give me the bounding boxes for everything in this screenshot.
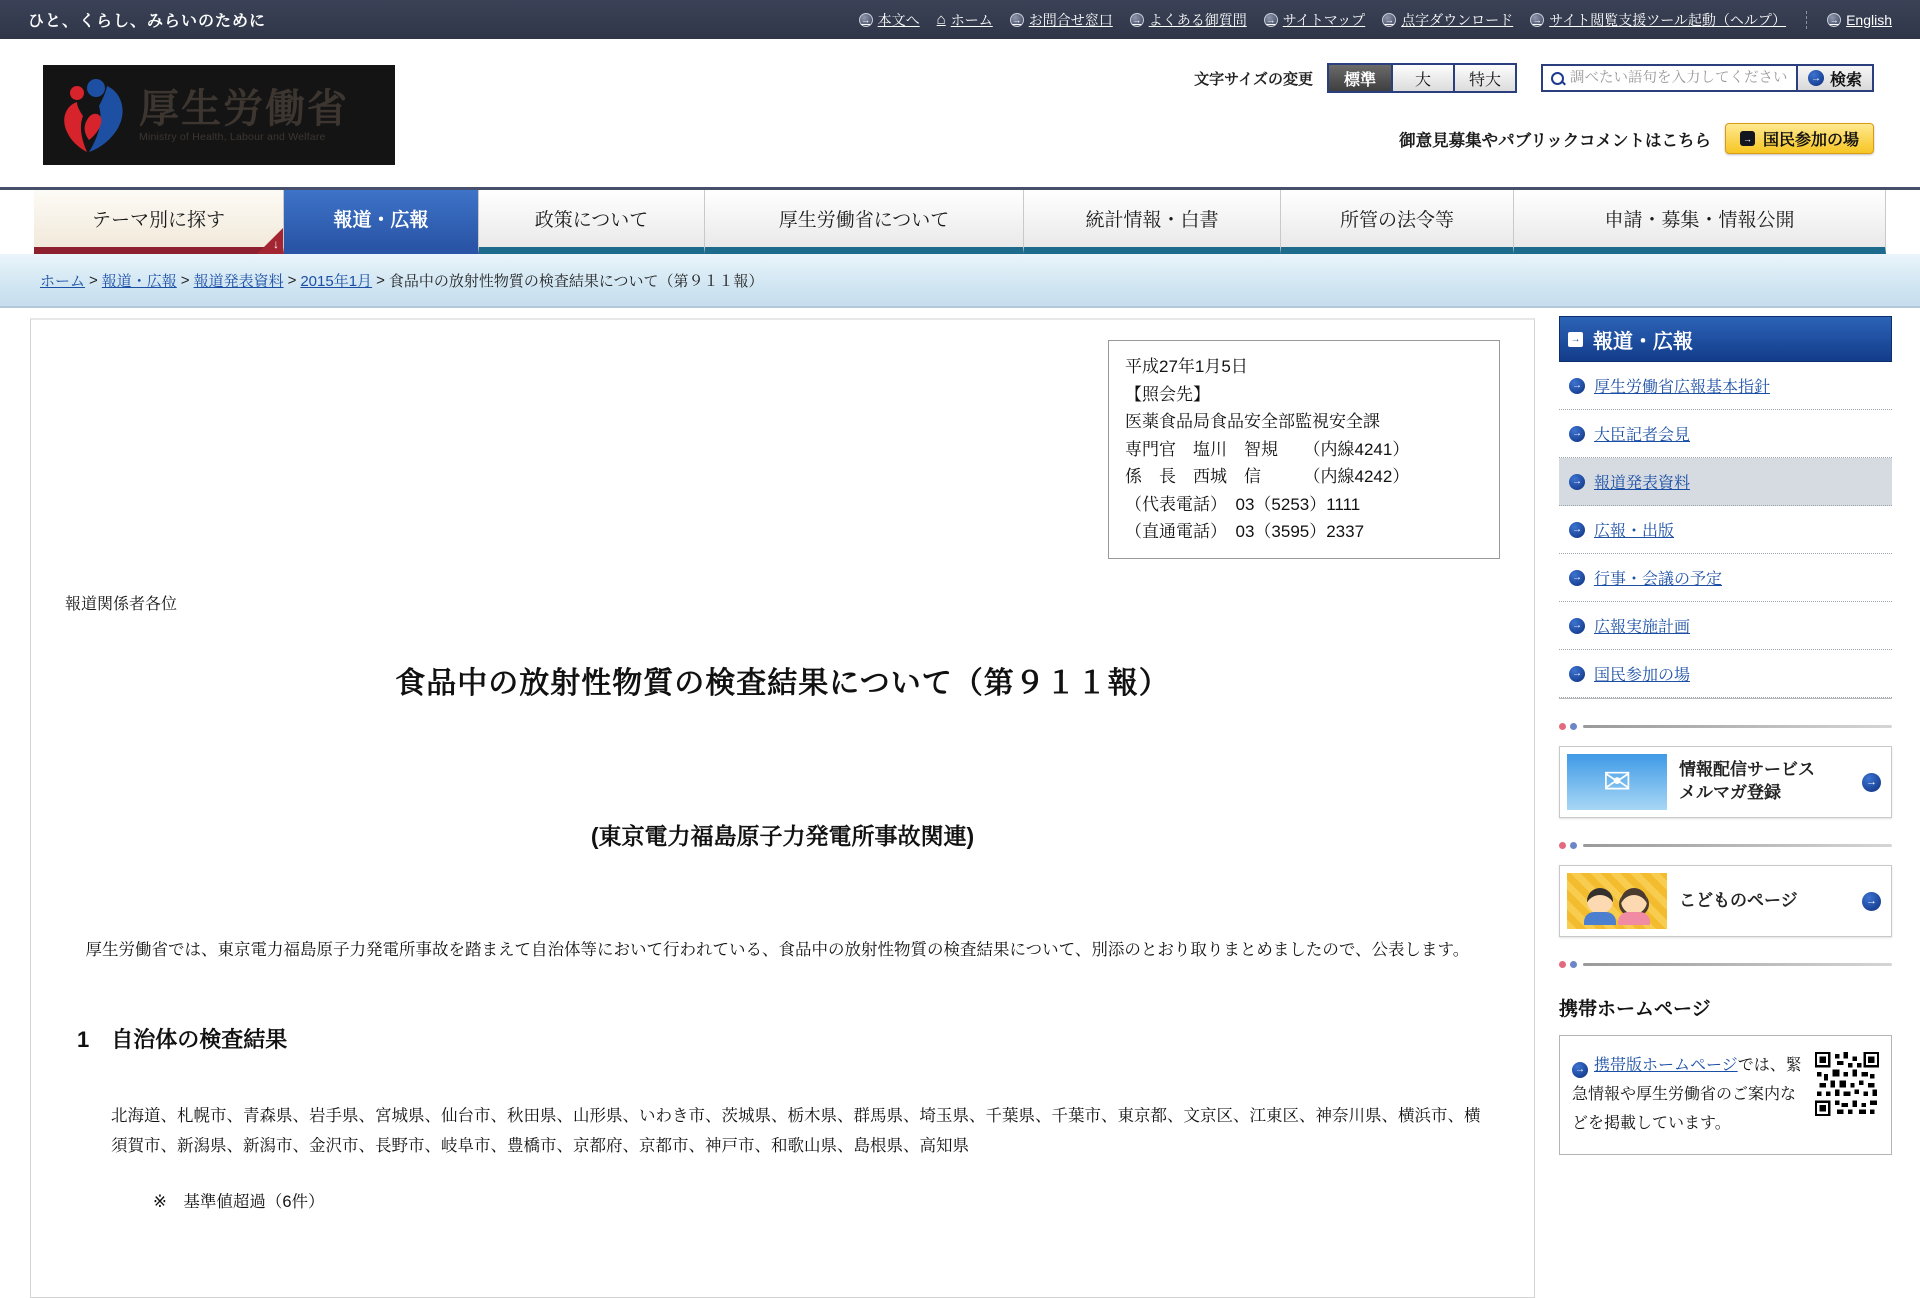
top-link-accessibility-tool[interactable]: → サイト閲覧支援ツール起動（ヘルプ） — [1530, 10, 1786, 30]
global-nav — [0, 187, 1920, 254]
arrow-circle-icon: → — [1808, 70, 1824, 86]
arrow-circle-icon: → — [1862, 892, 1881, 911]
arrow-circle-icon: → — [1572, 1062, 1588, 1078]
tab-about-mhlw[interactable]: 厚生労働省について — [705, 190, 1024, 254]
arrow-circle-icon: → — [1827, 13, 1841, 27]
top-utility-bar — [0, 0, 1920, 39]
sidebar-header: → 報道・広報 — [1559, 316, 1892, 362]
contact-phone-direct: （直通電話） 03（3595）2337 — [1125, 522, 1365, 542]
divider — [1559, 842, 1892, 849]
section1-note: ※ 基準値超過（6件） — [153, 1192, 325, 1211]
sidebar-item-public-participation[interactable]: → 国民参加の場 — [1559, 650, 1892, 698]
logo-subtitle: Ministry of Health, Labour and Welfare — [139, 131, 326, 143]
breadcrumb: ホーム > 報道・広報 > 報道発表資料 > 2015年1月 > 食品中の放射性物質の検査結果について（第９１１報） — [0, 254, 1920, 308]
font-size-label: 文字サイズの変更 — [1194, 70, 1313, 88]
release-date: 平成27年1月5日 — [1125, 357, 1248, 376]
page-subtitle: (東京電力福島原子力発電所事故関連) — [590, 822, 975, 849]
section1-body: 北海道、札幌市、青森県、岩手県、宮城県、仙台市、秋田県、山形県、いわき市、茨城県、栃木県、群馬県、埼玉県、千葉県、千葉市、東京都、文京区、江東区、神奈川県、横浜市、横須賀市、新潟県、新潟市、金沢市、長野市、岐阜市、豊橋市、京都府、京都市、神戸市、和歌山県、島根県、高知県 — [111, 1107, 1481, 1156]
mail-magazine-banner[interactable] — [1559, 746, 1892, 818]
logo-title: 厚生労働省 — [139, 87, 349, 131]
sidebar-item-publications[interactable]: → 広報・出版 — [1559, 506, 1892, 554]
arrow-circle-icon: → — [1130, 13, 1144, 27]
sidebar-item-pr-policy[interactable]: → 厚生労働省広報基本指針 — [1559, 362, 1892, 410]
mhlw-logo[interactable] — [43, 65, 395, 165]
contact-heading: 【照会先】 — [1125, 384, 1210, 404]
search-field-wrap — [1543, 66, 1796, 90]
mobile-homepage-box — [1559, 1035, 1892, 1155]
mobile-homepage-text: → 携帯版ホームページでは、緊急情報や厚生労働省のご案内などを掲載しています。 — [1572, 1057, 1802, 1132]
chevron-down-icon: ↓ — [273, 237, 279, 251]
arrow-circle-icon: → — [1569, 474, 1585, 490]
top-link-home[interactable]: ⌂ ホーム — [936, 11, 993, 28]
arrow-circle-icon: → — [1569, 378, 1585, 394]
contact-person-1: 専門官 塩川 智規 （内線4241） — [1125, 439, 1410, 459]
top-link-contact[interactable]: → お問合せ窓口 — [1010, 10, 1113, 30]
breadcrumb-home[interactable]: ホーム — [40, 272, 86, 290]
header-tools — [1194, 63, 1874, 154]
breadcrumb-2015-01[interactable]: 2015年1月 — [300, 272, 373, 290]
font-size-large-button[interactable]: 大 — [1391, 65, 1453, 91]
search-icon — [1551, 72, 1564, 85]
tab-applications[interactable]: 申請・募集・情報公開 — [1514, 190, 1886, 254]
arrow-circle-icon: → — [1569, 426, 1585, 442]
arrow-circle-icon: → — [1569, 666, 1585, 682]
mhlw-logo-mark-icon — [57, 76, 129, 154]
arrow-square-icon: → — [1740, 131, 1755, 146]
search-button[interactable]: → 検索 — [1796, 66, 1872, 90]
section1-heading: 1 自治体の検査結果 — [77, 1027, 288, 1053]
arrow-circle-icon: → — [859, 13, 873, 27]
mobile-homepage-link[interactable]: 携帯版ホームページ — [1594, 1057, 1738, 1074]
arrow-circle-icon: → — [1382, 13, 1396, 27]
contact-department: 医薬食品局食品安全部監視安全課 — [1125, 412, 1380, 432]
divider — [1559, 723, 1892, 730]
tab-statistics[interactable]: 統計情報・白書 — [1024, 190, 1281, 254]
sidebar-item-events-schedule[interactable]: → 行事・会議の予定 — [1559, 554, 1892, 602]
lead-paragraph: 厚生労働省では、東京電力福島原子力発電所事故を踏まえて自治体等において行われている、食品中の放射性物質の検査結果について、別添のとおり取りまとめましたので、公表します。 — [85, 940, 1470, 959]
arrow-chip-icon: → — [1568, 332, 1583, 347]
children-icon — [1567, 873, 1667, 929]
arrow-circle-icon: → — [1569, 618, 1585, 634]
sidebar-item-press-releases[interactable]: → 報道発表資料 — [1559, 458, 1892, 506]
top-link-english[interactable]: → English — [1827, 12, 1892, 28]
qr-code-image — [1815, 1052, 1879, 1116]
arrow-circle-icon: → — [1569, 570, 1585, 586]
press-release-article — [30, 318, 1535, 1298]
tab-theme-search[interactable]: テーマ別に探す ↓ — [34, 190, 284, 254]
breadcrumb-current: 食品中の放射性物質の検査結果について（第９１１報） — [388, 272, 764, 290]
search-input[interactable] — [1570, 70, 1788, 86]
font-size-xlarge-button[interactable]: 特大 — [1453, 65, 1515, 91]
sidebar-item-pr-plan[interactable]: → 広報実施計画 — [1559, 602, 1892, 650]
tab-press[interactable]: 報道・広報 — [284, 190, 479, 254]
contact-info-box — [1108, 340, 1500, 559]
arrow-circle-icon: → — [1010, 13, 1024, 27]
site-search — [1541, 64, 1874, 92]
tab-laws[interactable]: 所管の法令等 — [1281, 190, 1514, 254]
opinion-row — [1399, 123, 1874, 154]
banner-label: 情報配信サービス メルマガ登録 — [1679, 760, 1815, 802]
top-link-faq[interactable]: → よくある御質問 — [1130, 10, 1247, 30]
arrow-circle-icon: → — [1530, 13, 1544, 27]
sidebar-menu — [1559, 362, 1892, 699]
banner-label: こどものページ — [1679, 890, 1798, 910]
contact-person-2: 係 長 西城 信 （内線4242） — [1125, 467, 1410, 487]
breadcrumb-press[interactable]: 報道・広報 — [101, 272, 177, 290]
font-size-standard-button[interactable]: 標準 — [1329, 65, 1391, 91]
font-size-switcher — [1327, 63, 1517, 93]
breadcrumb-press-releases[interactable]: 報道発表資料 — [193, 272, 284, 290]
home-icon: ⌂ — [936, 11, 946, 28]
logo-text — [139, 87, 349, 143]
arrow-circle-icon: → — [1264, 13, 1278, 27]
sidebar-item-minister-press-conference[interactable]: → 大臣記者会見 — [1559, 410, 1892, 458]
contact-phone-main: （代表電話） 03（5253）1111 — [1125, 494, 1361, 514]
mobile-homepage-heading: 携帯ホームページ — [1559, 999, 1711, 1020]
salutation: 報道関係者各位 — [65, 595, 178, 613]
sidebar — [1559, 316, 1892, 1155]
public-comment-text: 御意見募集やパブリックコメントはこちら — [1399, 131, 1711, 150]
top-link-sitemap[interactable]: → サイトマップ — [1264, 10, 1365, 30]
envelope-icon: ✉ — [1567, 754, 1667, 810]
arrow-circle-icon: → — [1862, 773, 1881, 792]
top-link-main-content[interactable]: → 本文へ — [859, 10, 920, 30]
site-tagline: ひと、くらし、みらいのために — [28, 13, 267, 30]
top-links — [859, 10, 1892, 30]
divider — [1806, 11, 1807, 29]
public-participation-button[interactable]: → 国民参加の場 — [1725, 123, 1874, 154]
top-link-braille-download[interactable]: → 点字ダウンロード — [1382, 10, 1513, 30]
font-size-and-search-row — [1194, 63, 1874, 93]
page-title: 食品中の放射性物質の検査結果について（第９１１報） — [395, 666, 1170, 700]
tab-policy[interactable]: 政策について — [479, 190, 705, 254]
site-header — [0, 39, 1920, 187]
divider — [1559, 961, 1892, 968]
arrow-circle-icon: → — [1569, 522, 1585, 538]
kids-page-banner[interactable] — [1559, 865, 1892, 937]
